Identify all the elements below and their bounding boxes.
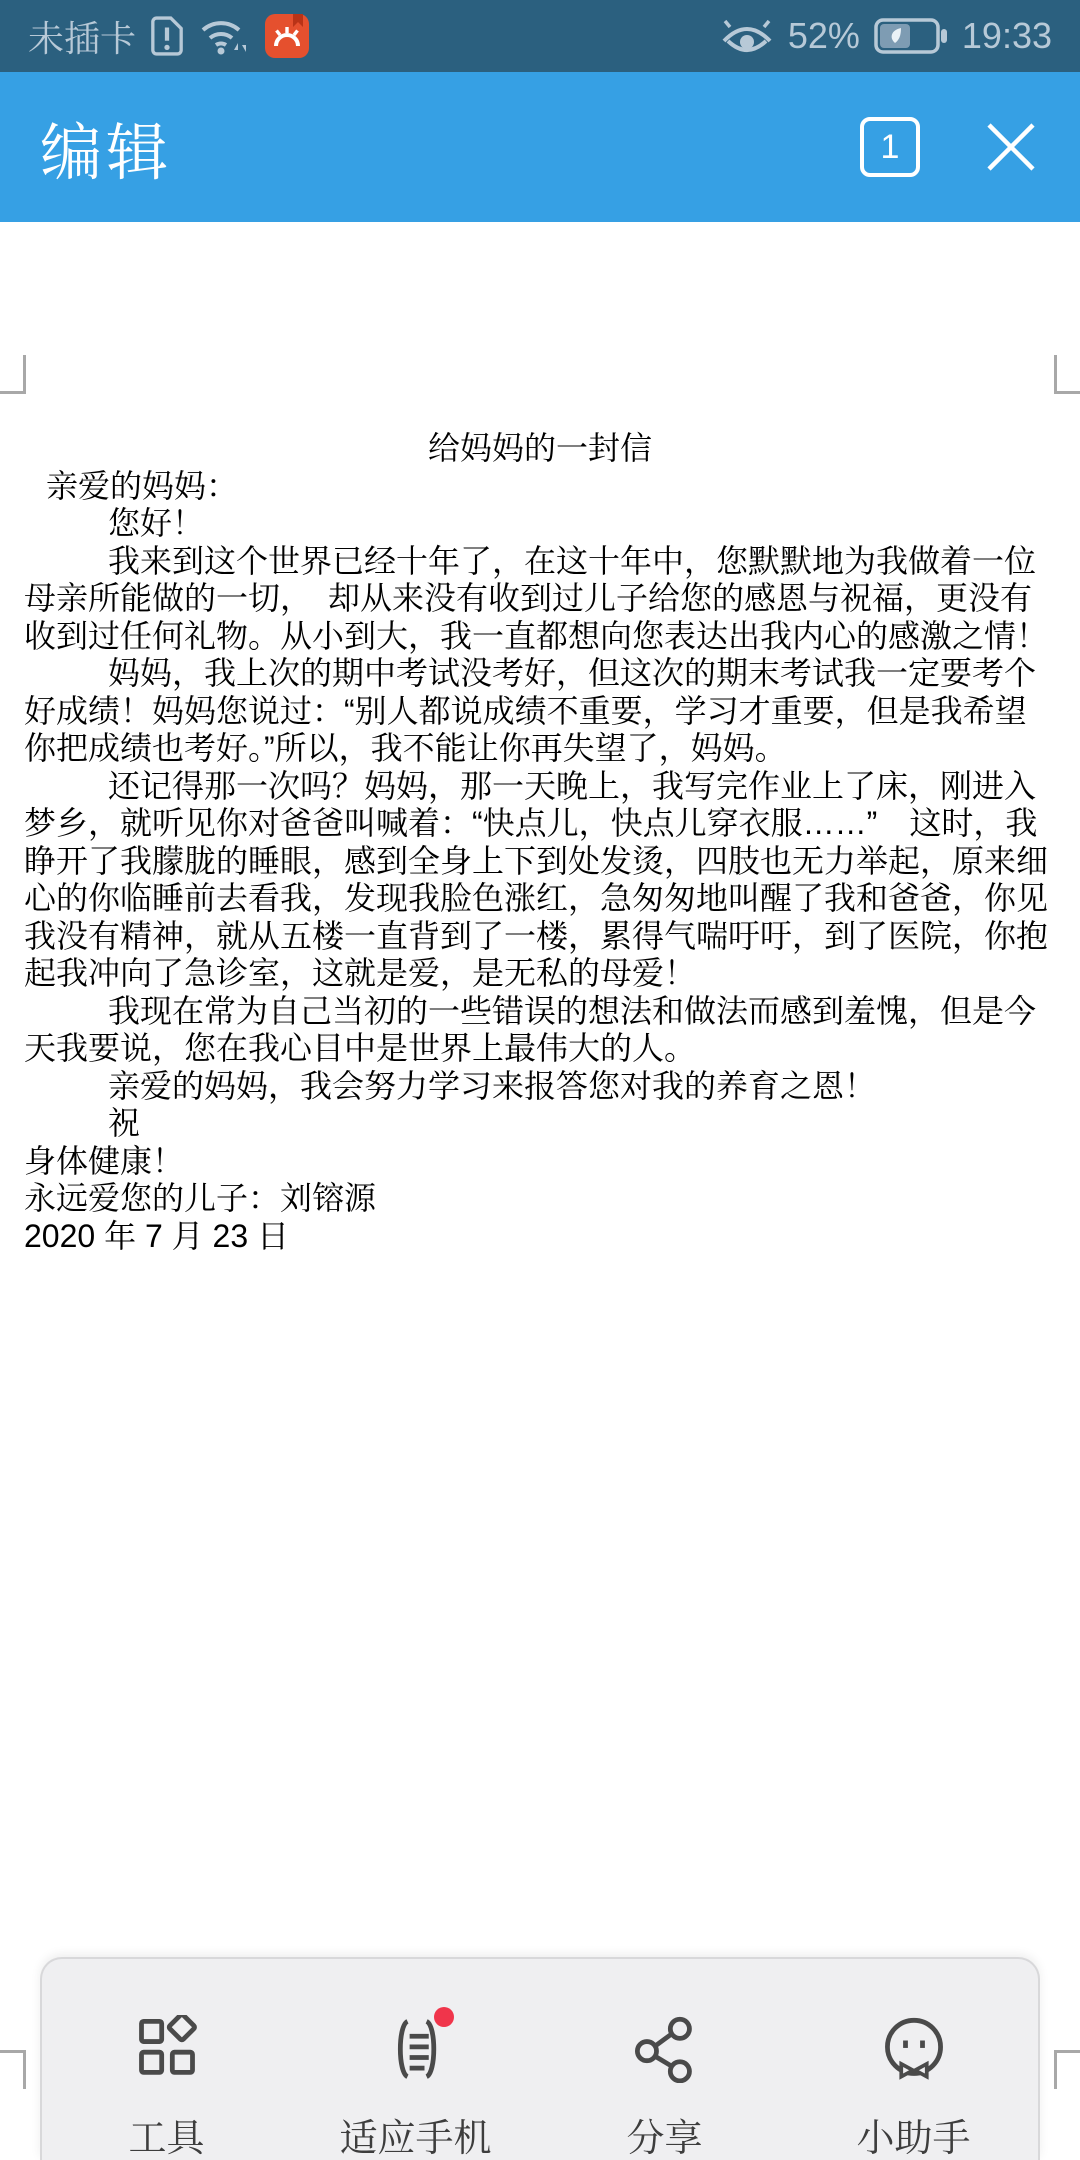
letter-salutation: 亲爱的妈妈： [46,467,239,504]
battery-percent: 52% [787,15,860,56]
toolbar-label-assistant: 小助手 [856,2118,971,2160]
letter-paragraph: 妈妈，我上次的期中考试没考好，但这次的期末考试我一定要考个好成绩！妈妈您说过：“别人都说成绩不重要，学习才重要，但是我希望你把成绩也考好。”所以，我不能让你再失望了，妈妈。 [24,655,1037,766]
toolbar-item-assistant[interactable] [789,1959,1038,2160]
letter-paragraph: 还记得那一次吗？妈妈，那一天晚上，我写完作业上了床，刚进入梦乡，就听见你对爸爸叫喊着：“快点儿，快点儿穿衣服……” 这时，我睁开了我朦胧的睡眼，感到全身上下到处发烫，四肢也无力举起，原来细心的你临睡前去看我，发现我脸色涨红，急匆匆地叫醒了我和爸爸，你见我没有精神，就从五楼一直背到了一楼，累得气喘吁吁，到了医院，你抱起我冲向了急诊室，这就是爱，是无私的母爱！ [24,767,1049,991]
reader-app-icon [264,13,310,59]
letter-signature: 永远爱您的儿子：刘镕源 [24,1180,377,1216]
carrier-label: 未插卡 [28,17,137,59]
letter-closing: 身体健康！ [24,1142,185,1179]
tools-icon [133,2015,201,2083]
assistant-icon [880,2015,948,2083]
status-bar-left [28,11,310,62]
wifi-icon [198,14,250,58]
page-title: 编辑 [40,118,173,188]
toolbar-item-fit-to-phone[interactable] [291,1959,540,2160]
page-corner-mark-top-left [0,355,26,394]
sim-alert-icon [150,14,184,58]
eye-protection-icon [720,15,774,57]
battery-saver-icon [874,16,948,56]
status-bar-right [720,15,1052,57]
letter-paragraph-zhu: 祝 [108,1105,141,1141]
letter-date: 2020 年 7 月 23 日 [24,1217,290,1254]
document-canvas[interactable] [0,222,1080,2160]
toolbar-label-fit-to-phone: 适应手机 [339,2118,492,2160]
letter-paragraph: 亲爱的妈妈，我会努力学习来报答您对我的养育之恩！ [108,1067,877,1104]
close-icon[interactable] [982,118,1040,176]
document-title: 给妈妈的一封信 [427,430,652,466]
letter-body[interactable] [24,430,1056,1255]
toolbar-item-share[interactable] [540,1959,789,2160]
letter-paragraph: 我来到这个世界已经十年了，在这十年中，您默默地为我做着一位母亲所能做的一切， 却从来没有收到过儿子给您的感恩与祝福，更没有收到过任何礼物。从小到大，我一直都想向您表达出我内心的感激之情！ [24,542,1049,654]
status-bar [0,0,1080,72]
page-corner-mark-bottom-left [0,2050,26,2089]
clock-label: 19:33 [961,15,1052,56]
toolbar-item-tools[interactable] [42,1959,291,2160]
letter-paragraph: 我现在常为自己当初的一些错误的想法和做法而感到羞愧，但是今天我要说，您在我心目中是世界上最伟大的人。 [24,992,1037,1066]
bottom-toolbar [40,1957,1040,2160]
letter-paragraph: 您好！ [108,505,205,541]
page-number-label: 1 [880,127,900,166]
toolbar-label-tools: 工具 [128,2118,205,2160]
page-corner-mark-top-right [1054,355,1080,394]
app-header [0,72,1080,222]
page-corner-mark-bottom-right [1054,2050,1080,2089]
toolbar-label-share: 分享 [626,2118,703,2160]
share-icon [631,2015,699,2083]
update-badge [434,2007,454,2027]
page-number-button[interactable] [860,117,920,177]
header-actions [860,117,1040,177]
